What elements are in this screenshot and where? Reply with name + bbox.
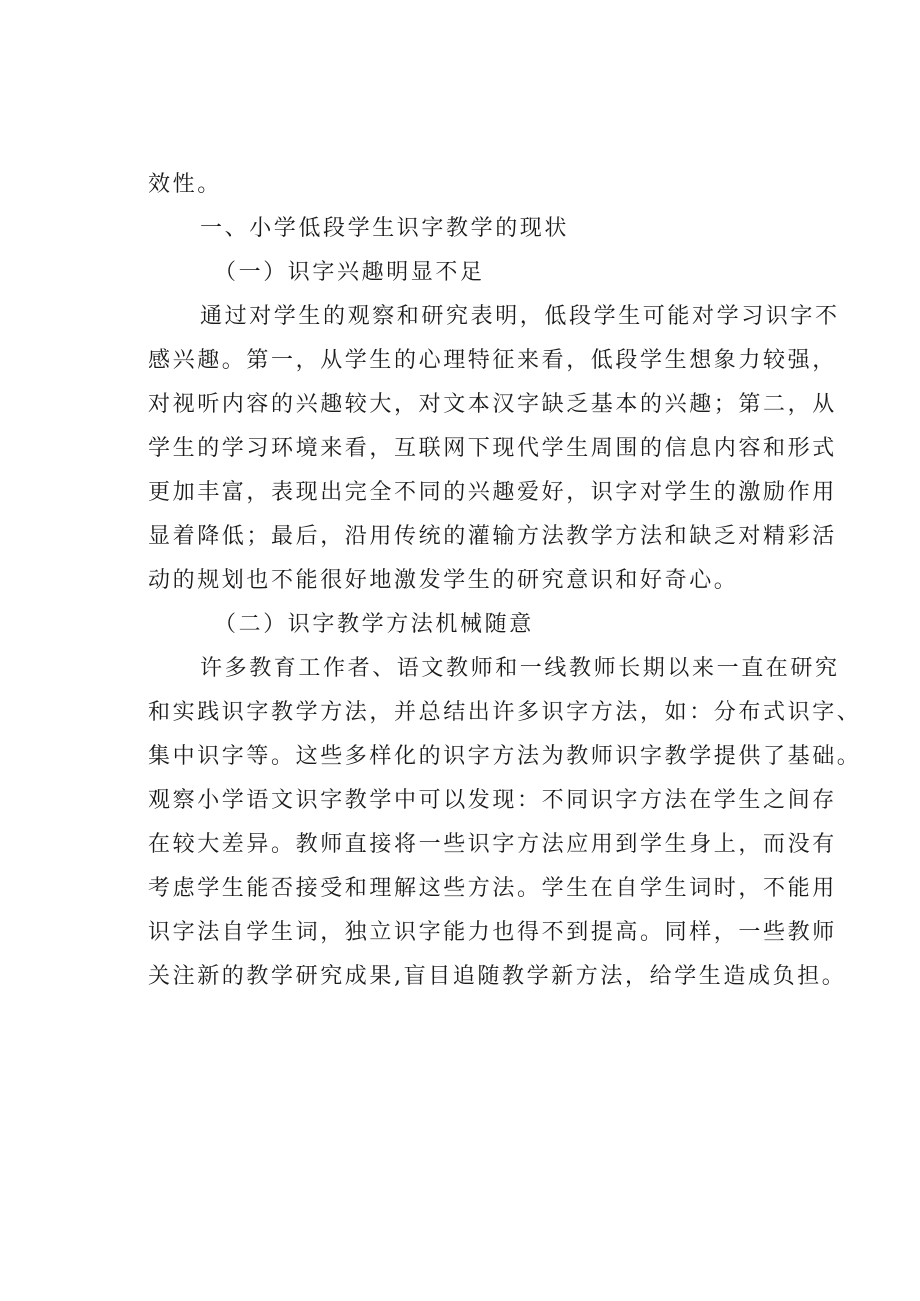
paragraph-2-line-5: 在较大差异。教师直接将一些识字方法应用到学生身上，而没有 [148, 832, 837, 857]
paragraph-1-line-7: 动的规划也不能很好地激发学生的研究意识和好奇心。 [148, 568, 739, 593]
section-heading: 一、小学低段学生识字教学的现状 [200, 216, 570, 241]
paragraph-1-line-5: 更加丰富，表现出完全不同的兴趣爱好，识字对学生的激励作用 [148, 480, 837, 505]
paragraph-2-line-8: 关注新的教学研究成果,盲目追随教学新方法，给学生造成负担。 [148, 964, 847, 989]
text-line-continuation: 效性。 [148, 172, 222, 197]
paragraph-2-line-3: 集中识字等。这些多样化的识字方法为教师识字教学提供了基础。 [148, 744, 862, 769]
paragraph-1-line-3: 对视听内容的兴趣较大，对文本汉字缺乏基本的兴趣；第二，从 [148, 392, 837, 417]
subsection-heading-1: （一）识字兴趣明显不足 [214, 260, 485, 285]
paragraph-2-line-7: 识字法自学生词，独立识字能力也得不到提高。同样，一些教师 [148, 920, 837, 945]
paragraph-1-line-6: 显着降低；最后，沿用传统的灌输方法教学方法和缺乏对精彩活 [148, 524, 837, 549]
paragraph-1-line-1: 通过对学生的观察和研究表明，低段学生可能对学习识字不 [200, 304, 840, 329]
paragraph-2-line-6: 考虑学生能否接受和理解这些方法。学生在自学生词时，不能用 [148, 876, 837, 901]
paragraph-2-line-2: 和实践识字教学方法，并总结出许多识字方法，如：分布式识字、 [148, 700, 862, 725]
paragraph-1-line-4: 学生的学习环境来看，互联网下现代学生周围的信息内容和形式 [148, 436, 837, 461]
paragraph-2-line-4: 观察小学语文识字教学中可以发现：不同识字方法在学生之间存 [148, 788, 837, 813]
paragraph-2-line-1: 许多教育工作者、语文教师和一线教师长期以来一直在研究 [200, 656, 840, 681]
subsection-heading-2: （二）识字教学方法机械随意 [214, 612, 534, 637]
paragraph-1-line-2: 感兴趣。第一，从学生的心理特征来看，低段学生想象力较强， [148, 348, 837, 373]
